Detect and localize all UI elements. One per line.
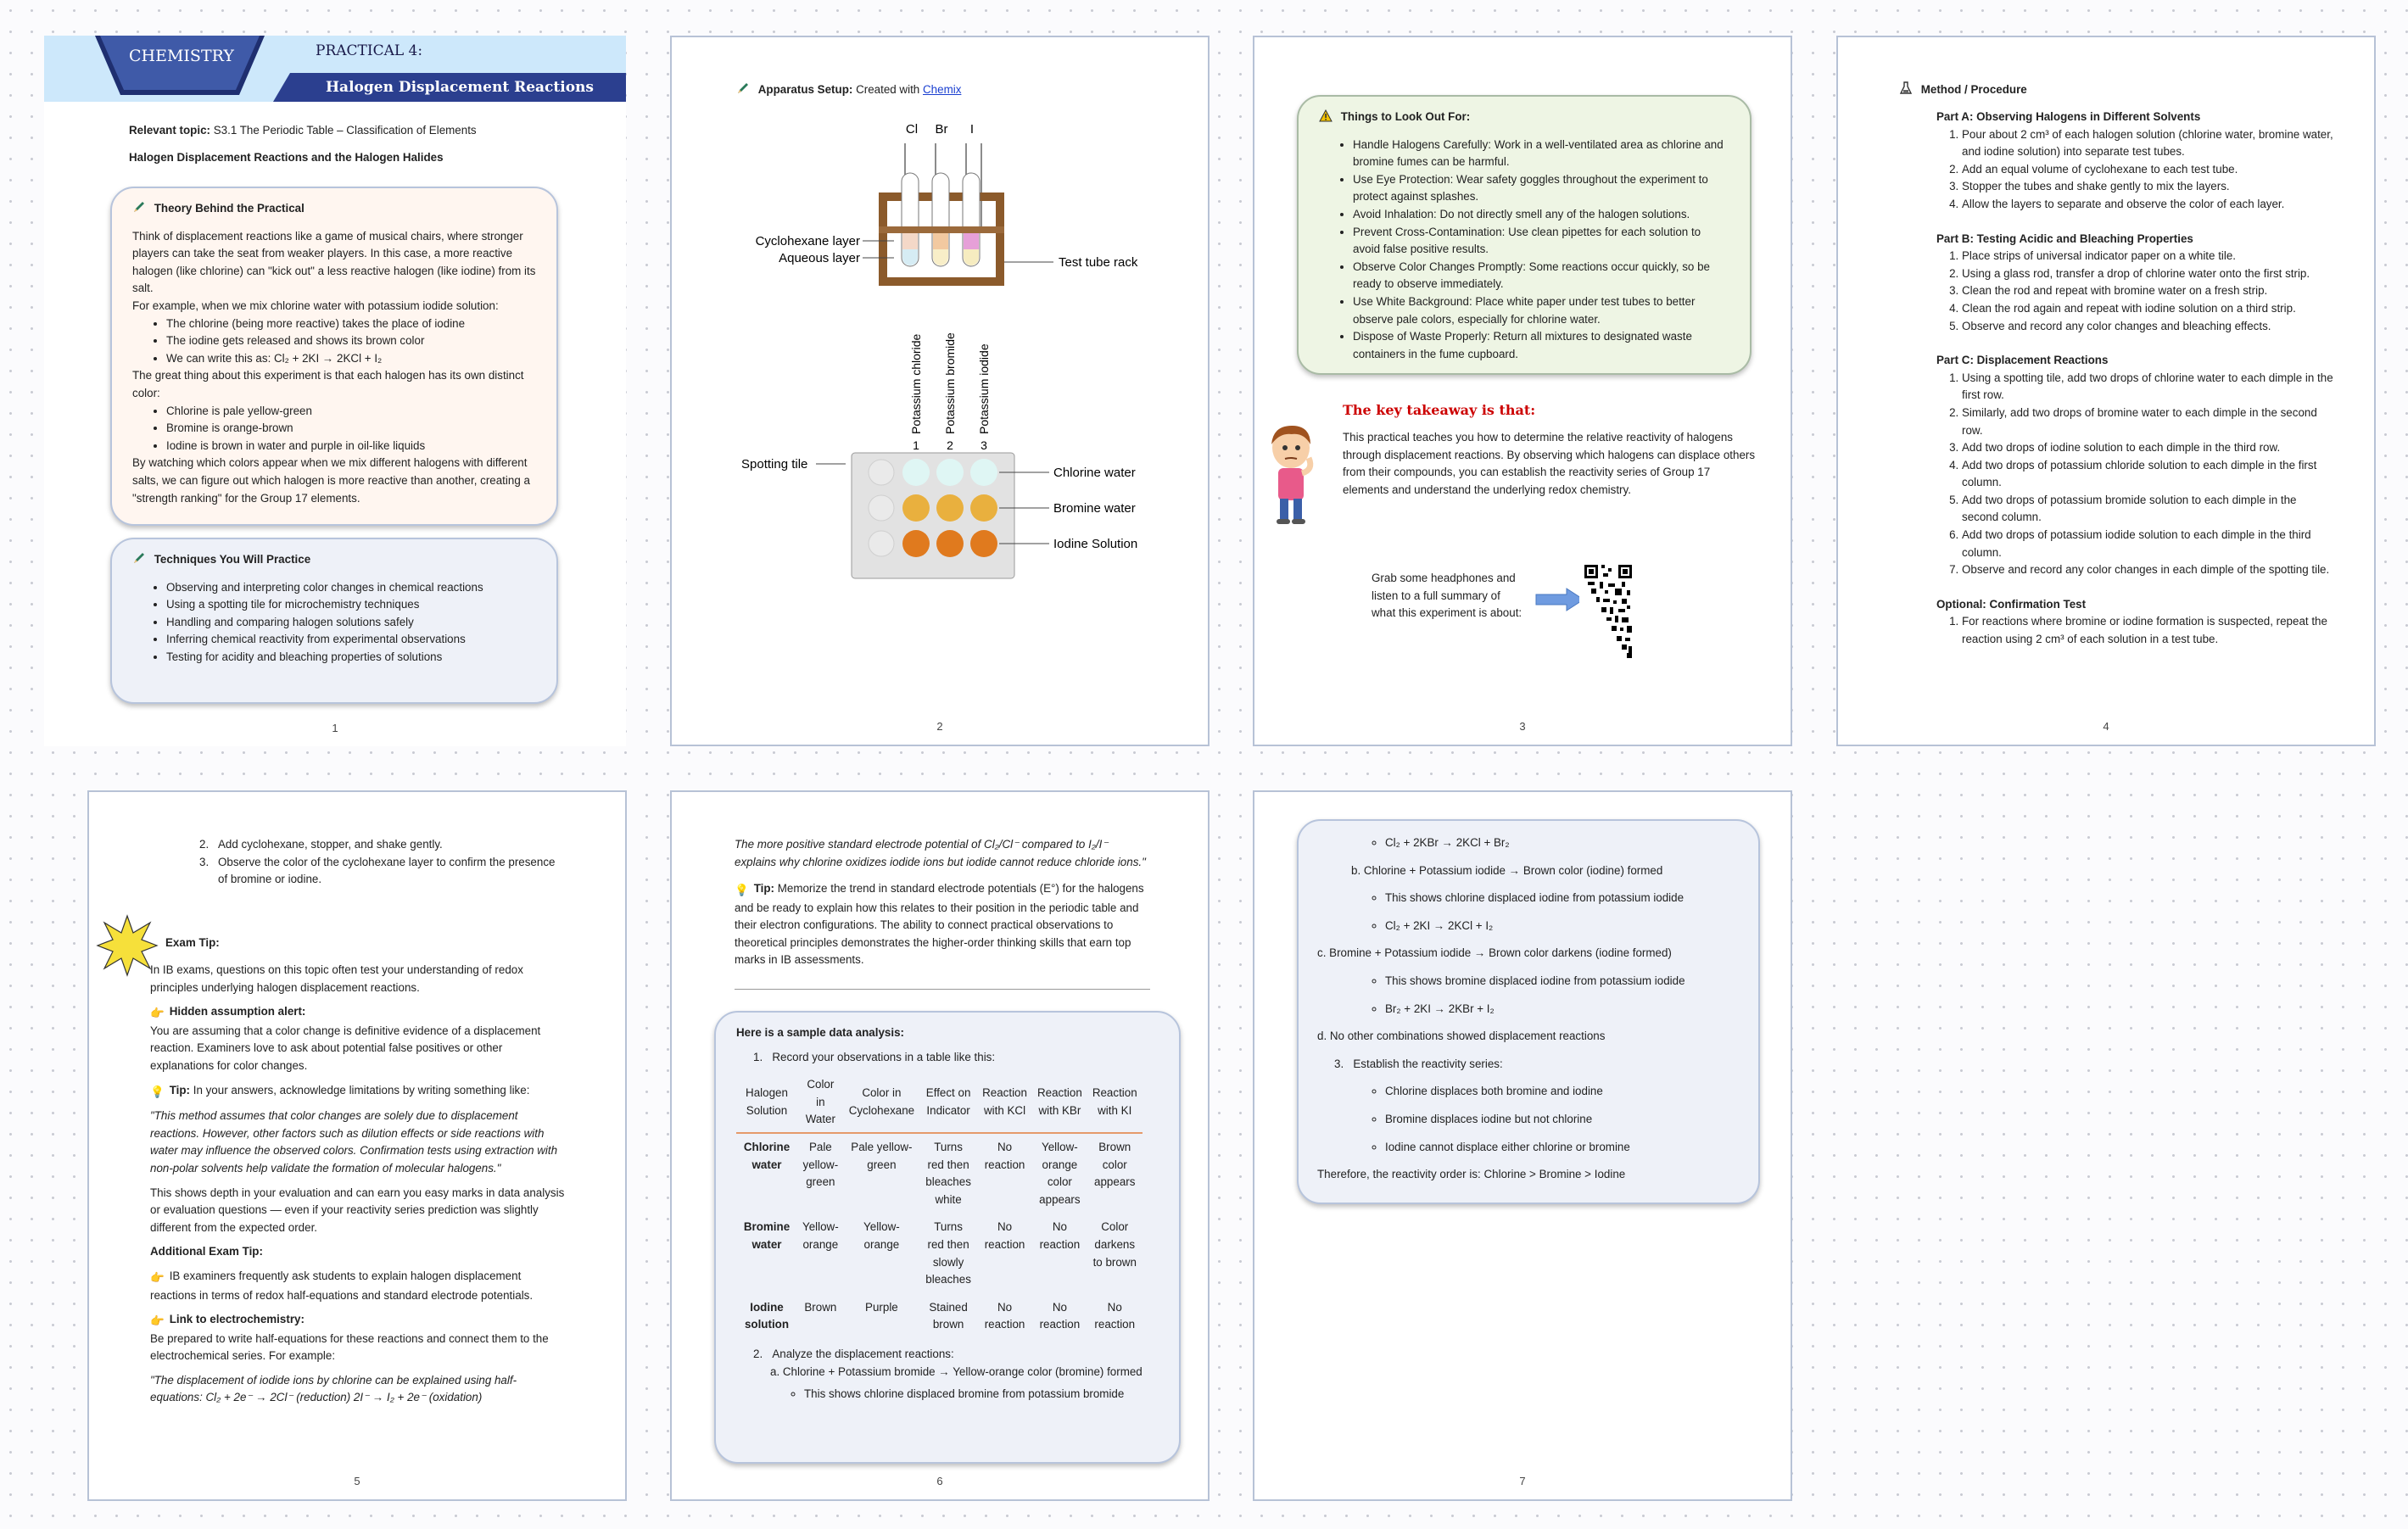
lightbulb-icon: 💡: [735, 884, 749, 896]
list-item: ◦ This shows chlorine displaced iodine from potassium iodide: [1385, 890, 1740, 907]
list-item: 2. Similarly, add two drops of bromine water to each dimple in the second row.: [1962, 405, 2335, 439]
table-cell: Brown color appears: [1094, 1140, 1136, 1189]
observations-table: [736, 1073, 1143, 1339]
pencil-icon: [132, 551, 146, 571]
analysis-a: a. Chlorine + Potassium bromide → Yellow-orange color (bromine) formed: [770, 1364, 1143, 1378]
list-item: • Inferring chemical reactivity from experimental observations: [166, 631, 536, 649]
step-1: Record your observations in a table like this:: [772, 1050, 996, 1063]
list-item: 5. Add two drops of potassium bromide solution to each dimple in the second column.: [1962, 492, 2335, 527]
tube-label: I: [969, 122, 975, 137]
topic-value: S3.1 The Periodic Table – Classification of Elements: [213, 124, 477, 137]
pointing-hand-icon: 👉: [150, 1007, 165, 1020]
list-item: 5. Observe and record any color changes and bleaching effects.: [1962, 318, 2335, 336]
list-item: • The iodine gets released and shows its brown color: [166, 332, 536, 350]
list-item: ◦ This shows chlorine displaced bromine from potassium bromide: [804, 1386, 1159, 1403]
page-4: [1836, 36, 2376, 746]
theory-heading: Theory Behind the Practical: [154, 202, 304, 215]
page-6: [670, 790, 1210, 1501]
list-item: 1. For reactions where bromine or iodine formation is suspected, repeat the reaction using 2 cm³ of each solution in a test tube.: [1962, 613, 2335, 648]
table-cell: No reaction: [1039, 1220, 1081, 1251]
list-item: • Use Eye Protection: Wear safety goggles throughout the experiment to protect against splashes.: [1353, 171, 1729, 206]
cyclohexane-layer-label: Cyclohexane layer: [755, 234, 860, 248]
page-number: 4: [2103, 720, 2109, 733]
step-2: Analyze the displacement reactions:: [772, 1347, 954, 1360]
table-cell: Pale yellow-green: [802, 1140, 839, 1189]
table-cell: No reaction: [1094, 1300, 1136, 1331]
electrode-potential-text: The more positive standard electrode potential of Cl₂/Cl⁻ compared to I₂/I⁻ explains why chlorine oxidizes iodide ions but iodide cannot reduce chloride ions.": [735, 838, 1146, 868]
list-item: 3. Add two drops of iodine solution to each dimple in the third row.: [1962, 439, 2335, 457]
warnings-heading: Things to Look Out For:: [1340, 110, 1471, 123]
list-item: • Handling and comparing halogen solutions safely: [166, 614, 536, 632]
exam-tip-text: In IB exams, questions on this topic often test your understanding of redox principles underlying halogen displacement reactions.: [150, 963, 523, 994]
topic-label: Relevant topic:: [129, 124, 210, 137]
tip-text: Memorize the trend in standard electrode potentials (E°) for the halogens and be ready to explain how this relates to their position in the periodic table and their electron configurations. The ability to connect practical observations to theoretical principles demonstrates the higher-order thinking skills that earn top marks in IB assessments.: [735, 882, 1144, 967]
section-heading: Optional: Confirmation Test: [1936, 597, 2087, 611]
analysis-continued-box: ◦ Cl₂ + 2KBr → 2KCl + Br₂ b. Chlorine + Potassium iodide → Brown color (iodine) formed ◦ This shows chlorine displaced iodine from potassium iodide ◦ Cl₂ + 2KI → 2KCl + I₂ c. Bromine + Potassium iodide → Brown color darkens (iodine formed) ◦ This shows bromine displaced iodine from potassium iodide ◦ Br₂ + 2KI → 2KBr + I₂ d. No other combinations showed displacement reactions 3. Establish the reactivity series: ◦ Chlorine displaces both bromine and iodine ◦ Bromine displaces iodine but not chlorine ◦ Iodine cannot displace either chlorine or bromine Therefore, the reactivity order is: Chlorine > Bromine > Iodine: [1297, 819, 1760, 1204]
list-item: 2. Add an equal volume of cyclohexane to each test tube.: [1962, 161, 2335, 179]
tube-label: Br: [935, 122, 948, 137]
list-item: 7. Observe and record any color changes in each dimple of the spotting tile.: [1962, 561, 2335, 579]
list-item: • Dispose of Waste Properly: Return all mixtures to designated waste containers in the fume cupboard.: [1353, 328, 1729, 363]
hidden-assumption-text: You are assuming that a color change is definitive evidence of a displacement reaction. Examiners love to ask about potential false positives or other explanations for color changes.: [150, 1024, 541, 1072]
list-item: • Testing for acidity and bleaching properties of solutions: [166, 649, 536, 667]
list-item: Observe the color of the cyclohexane layer to confirm the presence of bromine or iodine.: [218, 855, 556, 886]
list-item: 4. Allow the layers to separate and observe the color of each layer.: [1962, 196, 2335, 214]
table-cell: No reaction: [984, 1300, 1025, 1331]
example-quote: "This method assumes that color changes are solely due to displacement reactions. However, other factors such as dilution effects or side reactions with water may influence the observed colors. Confirmation tests using extraction with non-polar solvents help validate the formation of molecular halogens.": [150, 1109, 558, 1175]
table-cell: Brown: [804, 1300, 837, 1314]
list-item: • The chlorine (being more reactive) takes the place of iodine: [166, 315, 536, 333]
list-number: 3.: [199, 855, 210, 868]
list-item: ◦ Iodine cannot displace either chlorine or bromine: [1385, 1139, 1740, 1157]
theory-paragraph: By watching which colors appear when we mix different halogens with different salts, we can figure out which halogen is more reactive than another, creating a "strength ranking" for the Group 17 elements.: [132, 456, 530, 505]
theory-paragraph: The great thing about this experiment is that each halogen has its own distinct color:: [132, 369, 524, 399]
exam-tip-heading: Exam Tip:: [165, 936, 220, 949]
warning-icon: [1319, 109, 1333, 128]
ib-examiners-text: IB examiners frequently ask students to explain halogen displacement reactions in terms of redox half-equations and standard electrode potentials.: [150, 1269, 534, 1302]
takeaway-heading: The key takeaway is that:: [1343, 402, 1536, 418]
list-item: 1. Pour about 2 cm³ of each halogen solution (chlorine water, bromine water, and iodine solution) into separate test tubes.: [1962, 126, 2335, 161]
list-item: 1. Place strips of universal indicator paper on a white tile.: [1962, 248, 2335, 265]
column-header: Color in Cyclohexane: [848, 1086, 915, 1118]
list-item: • We can write this as: Cl₂ + 2KI → 2KCl + I₂: [166, 350, 536, 368]
column-number: 2: [947, 438, 953, 452]
list-item: ◦ This shows bromine displaced iodine from potassium iodide: [1385, 973, 1740, 991]
column-header: Color in Water: [805, 1078, 835, 1126]
analysis-b: b. Chlorine + Potassium iodide → Brown color (iodine) formed: [1351, 863, 1663, 877]
table-cell: No reaction: [984, 1220, 1025, 1251]
list-item: • Using a spotting tile for microchemistry techniques: [166, 596, 536, 614]
techniques-box: [110, 538, 558, 704]
table-cell: Bromine water: [743, 1220, 791, 1251]
list-item: 3. Stopper the tubes and shake gently to mix the layers.: [1962, 178, 2335, 196]
column-number: 3: [981, 438, 987, 452]
page-3: [1253, 36, 1792, 746]
page-number: 5: [354, 1475, 360, 1487]
pencil-icon: [736, 81, 750, 101]
list-item: 2. Using a glass rod, transfer a drop of chlorine water onto the first strip.: [1962, 265, 2335, 283]
hidden-assumption-heading: Hidden assumption alert:: [169, 1005, 306, 1018]
list-item: Add cyclohexane, stopper, and shake gently.: [218, 838, 443, 851]
column-header: Reaction with KBr: [1036, 1086, 1082, 1118]
theory-box: [110, 187, 558, 526]
step-3: Establish the reactivity series:: [1353, 1057, 1503, 1070]
warnings-box: [1297, 95, 1752, 375]
theory-paragraph: For example, when we mix chlorine water with potassium iodide solution:: [132, 299, 499, 312]
row-label: Iodine Solution: [1053, 537, 1138, 551]
table-cell: Iodine solution: [744, 1300, 790, 1331]
theory-paragraph: Think of displacement reactions like a game of musical chairs, where stronger players can take the seat from weaker players. In this case, a more reactive halogen (like chlorine) can "kick out" a less reactive halogen (like iodine) from its salt.: [132, 229, 536, 295]
sample-analysis-box: Here is a sample data analysis: 1. Record your observations in a table like this: Halogen Solution Color in Water Color in Cyclohexane Effect on Indicator Reaction with KCl Reaction with KBr Reaction with KI Chlorine water Pale yellow-green Pale yellow-green Turns red then bleaches white No reaction Yellow-orange color appears Brown color appears Bromine water Yellow-orange Yellow-orange Turns red then slowly bleaches No reaction No reaction Color darkens to brown Iodine solution Brown Purple Stained brown No reaction No reaction No reaction 2. Analyze the displacement reactions: a. Chlorine + Potassium bromide → Yellow-orange color (bromine) formed ◦ This shows chlorine displaced bromine from potassium bromide: [714, 1011, 1181, 1464]
page-2: [670, 36, 1210, 746]
tip-label: Tip:: [169, 1083, 190, 1097]
divider: [735, 989, 1150, 990]
list-item: 6. Add two drops of potassium iodide solution to each dimple in the third column.: [1962, 527, 2335, 561]
column-header: Reaction with KI: [1092, 1086, 1137, 1118]
column-label: Potassium bromide: [943, 332, 957, 434]
takeaway-text: This practical teaches you how to determine the relative reactivity of halogens through displacement reactions. By observing which halogens can displace others from their compounds, you can establish the reactivity series of Group 17 elements and understand the underlying redox chemistry.: [1343, 431, 1756, 496]
list-item: • Avoid Inhalation: Do not directly smell any of the halogen solutions.: [1353, 206, 1729, 224]
equation: ◦ Cl₂ + 2KBr → 2KCl + Br₂: [1385, 834, 1740, 852]
row-label: Chlorine water: [1053, 466, 1136, 480]
table-cell: Turns red then slowly bleaches: [925, 1220, 971, 1286]
table-cell: Turns red then bleaches white: [925, 1140, 971, 1206]
table-row: [736, 1214, 1143, 1293]
tip-label: Tip:: [753, 882, 774, 895]
equation: ◦ Cl₂ + 2KI → 2KCl + I₂: [1385, 918, 1740, 935]
column-header: Halogen Solution: [746, 1086, 788, 1118]
list-item: ◦ Chlorine displaces both bromine and iodine: [1385, 1083, 1740, 1101]
aqueous-layer-label: Aqueous layer: [779, 251, 860, 265]
list-item: • Iodine is brown in water and purple in oil-like liquids: [166, 438, 536, 455]
link-heading: Link to electrochemistry:: [169, 1313, 304, 1326]
list-item: • Prevent Cross-Contamination: Use clean pipettes for each solution to avoid false positive results.: [1353, 224, 1729, 259]
equation: ◦ Br₂ + 2KI → 2KBr + I₂: [1385, 1001, 1740, 1018]
column-label: Potassium iodide: [977, 343, 991, 434]
link-text: Be prepared to write half-equations for these reactions and connect them to the electrochemical series. For example:: [150, 1331, 549, 1363]
analysis-d: d. No other combinations showed displacement reactions: [1317, 1030, 1606, 1043]
page-number: 3: [1519, 720, 1526, 733]
starburst-icon: [96, 914, 159, 977]
list-item: • Observing and interpreting color changes in chemical reactions: [166, 579, 536, 597]
list-item: 3. Clean the rod and repeat with bromine water on a fresh strip.: [1962, 282, 2335, 300]
list-item: 4. Clean the rod again and repeat with iodine solution on a third strip.: [1962, 300, 2335, 318]
page-number: 6: [936, 1475, 943, 1487]
list-item: • Handle Halogens Carefully: Work in a well-ventilated area as chlorine and bromine fumes can be harmful.: [1353, 137, 1729, 171]
table-cell: No reaction: [1039, 1300, 1081, 1331]
table-cell: Color darkens to brown: [1092, 1220, 1137, 1269]
list-item: 1. Using a spotting tile, add two drops of chlorine water to each dimple in the first row.: [1962, 370, 2335, 405]
section-heading: Part A: Observing Halogens in Different Solvents: [1936, 110, 2201, 123]
conclusion: Therefore, the reactivity order is: Chlorine > Bromine > Iodine: [1317, 1168, 1626, 1181]
list-item: 4. Add two drops of potassium chloride solution to each dimple in the first column.: [1962, 457, 2335, 492]
page-1: [44, 36, 626, 746]
table-cell: Chlorine water: [743, 1140, 791, 1171]
sample-heading: Here is a sample data analysis:: [736, 1026, 904, 1039]
audio-prompt: Grab some headphones and listen to a full summary of what this experiment is about:: [1372, 572, 1522, 620]
column-label: Potassium chloride: [909, 333, 923, 434]
list-item: • Bromine is orange-brown: [166, 420, 536, 438]
table-header-row: [736, 1073, 1143, 1133]
section-heading: Part B: Testing Acidic and Bleaching Properties: [1936, 232, 2193, 245]
pointing-hand-icon: 👉: [150, 1270, 165, 1284]
list-item: • Chlorine is pale yellow-green: [166, 403, 536, 421]
list-item: • Use White Background: Place white paper under test tubes to better observe pale colors, especially for chlorine water.: [1353, 293, 1729, 328]
column-number: 1: [913, 438, 919, 452]
row-label: Bromine water: [1053, 501, 1136, 516]
page-number: 7: [1519, 1475, 1526, 1487]
depth-text: This shows depth in your evaluation and can earn you easy marks in data analysis or evaluation questions — even if your reactivity series prediction was slightly different from the expected order.: [150, 1186, 565, 1234]
table-cell: Stained brown: [929, 1300, 968, 1331]
techniques-heading: Techniques You Will Practice: [154, 553, 311, 566]
apparatus-heading: Apparatus Setup:: [757, 83, 853, 96]
pointing-hand-icon: 👉: [150, 1314, 165, 1328]
apparatus-credit: Created with: [856, 83, 920, 96]
qr-code-icon: [1579, 561, 1635, 660]
lab-flask-icon: [1899, 81, 1913, 101]
lightbulb-icon: 💡: [150, 1085, 165, 1098]
table-cell: Yellow-orange color appears: [1039, 1140, 1081, 1206]
page-7: [1253, 790, 1792, 1501]
pencil-icon: [132, 200, 146, 220]
table-row: [736, 1294, 1143, 1339]
page-5: [87, 790, 627, 1501]
page-number: 2: [936, 720, 943, 733]
column-header: Effect on Indicator: [925, 1086, 971, 1118]
table-cell: Yellow-orange: [802, 1220, 839, 1251]
spotting-tile-label: Spotting tile: [741, 457, 808, 472]
thinking-student-illustration: [1261, 421, 1321, 531]
list-item: • Observe Color Changes Promptly: Some reactions occur quickly, so be ready to observe immediately.: [1353, 259, 1729, 293]
practical-number: PRACTICAL 4:: [316, 42, 423, 59]
table-row: [736, 1133, 1143, 1214]
chemix-link[interactable]: Chemix: [923, 83, 962, 96]
document-subtitle: Halogen Displacement Reactions and the Halogen Halides: [129, 151, 444, 164]
table-cell: Yellow-orange: [863, 1220, 900, 1251]
rack-label: Test tube rack: [1059, 255, 1138, 270]
arrow-right-icon: [1534, 587, 1585, 612]
list-number: 2.: [199, 838, 210, 851]
table-cell: No reaction: [984, 1140, 1025, 1171]
list-item: ◦ Bromine displaces iodine but not chlorine: [1385, 1111, 1740, 1129]
half-equation-quote: "The displacement of iodide ions by chlorine can be explained using half-equations: Cl₂ + 2e⁻ → 2Cl⁻ (reduction) 2I⁻ → I₂ + 2e⁻ (oxidation): [150, 1373, 517, 1404]
table-cell: Purple: [865, 1300, 898, 1314]
tube-label: Cl: [905, 122, 919, 137]
subject-badge: CHEMISTRY: [129, 47, 234, 65]
section-heading: Part C: Displacement Reactions: [1936, 354, 2109, 367]
method-heading: Method / Procedure: [1920, 83, 2027, 96]
additional-tip-heading: Additional Exam Tip:: [150, 1245, 263, 1258]
table-cell: Pale yellow-green: [851, 1140, 913, 1171]
column-header: Reaction with KCl: [982, 1086, 1027, 1118]
page-title: Halogen Displacement Reactions: [326, 79, 594, 96]
analysis-c: c. Bromine + Potassium iodide → Brown color darkens (iodine formed): [1317, 946, 1672, 960]
tip-text: In your answers, acknowledge limitations by writing something like:: [193, 1083, 530, 1097]
page-number: 1: [332, 722, 338, 734]
spotting-tile-diagram: [672, 317, 1210, 597]
